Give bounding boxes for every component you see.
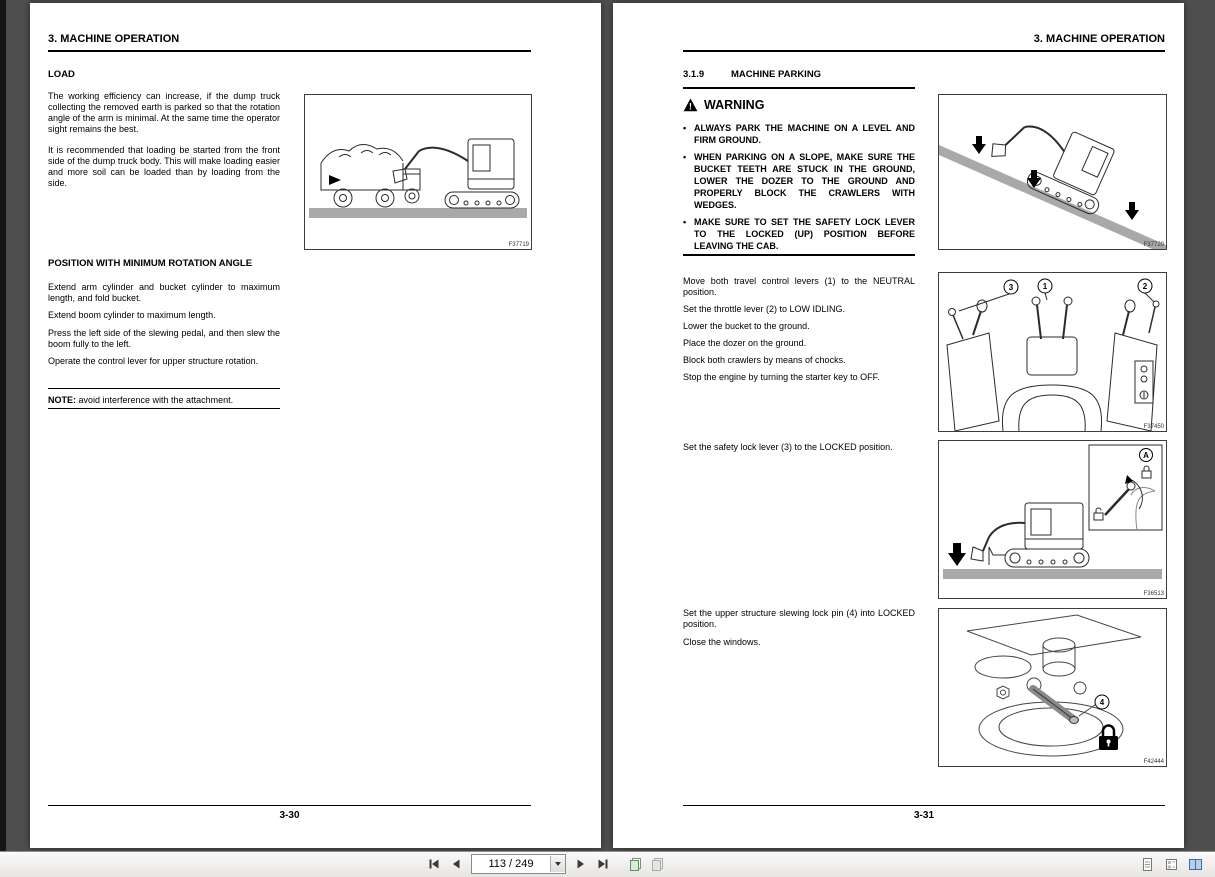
thumbnails-panel-icon xyxy=(1164,857,1179,872)
document-icon xyxy=(1140,857,1155,872)
bullet: • xyxy=(683,217,687,227)
figure-code: F37450 xyxy=(1143,424,1164,430)
paragraph-position-4: Operate the control lever for upper structure rotation. xyxy=(48,356,259,366)
warning-triangle-icon xyxy=(683,98,698,112)
callout-a: A xyxy=(1143,451,1149,460)
figure-code: F36513 xyxy=(1143,591,1164,597)
page-list-dropdown-button[interactable] xyxy=(550,856,565,872)
paragraph-position-1: Extend arm cylinder and bucket cylinder to maximum length, and fold bucket. xyxy=(48,282,280,303)
page-header: 3. MACHINE OPERATION xyxy=(1033,33,1165,45)
facing-pages-icon xyxy=(1188,857,1203,872)
warning-title: WARNING xyxy=(704,98,765,112)
figure-slewing-lock-pin xyxy=(938,608,1167,767)
section-rule xyxy=(683,87,915,89)
snapshot-page-icon xyxy=(628,857,643,872)
first-page-icon xyxy=(427,857,441,871)
note-label: NOTE: xyxy=(48,395,76,405)
next-page-button[interactable] xyxy=(571,854,591,874)
bullet: • xyxy=(683,152,687,162)
callout-3: 3 xyxy=(1008,283,1014,292)
note-rule-top xyxy=(48,388,280,389)
step-safety-lock: Set the safety lock lever (3) to the LOCKED position. xyxy=(683,442,893,452)
warning-item: • WHEN PARKING ON A SLOPE, MAKE SURE THE BUCKET TEETH ARE STUCK IN THE GROUND, LOWER THE DOZER TO THE GROUND AND PROPERLY BLOCK THE CRAWLERS WITH WEDGES. xyxy=(683,152,915,210)
cab-controls-illustration xyxy=(939,273,1166,431)
footer-rule xyxy=(683,805,1165,806)
step-parking-2: Set the throttle lever (2) to LOW IDLING. xyxy=(683,304,846,314)
view-panel-buttons xyxy=(1137,852,1205,876)
section-number: 3.1.9 xyxy=(683,69,705,80)
paragraph-position-3: Press the left side of the slewing pedal, and then slew the boom fully to the left. xyxy=(48,328,280,349)
document-properties-button[interactable] xyxy=(1137,854,1157,874)
page-navigation xyxy=(424,852,667,876)
last-page-icon xyxy=(596,857,610,871)
bullet: • xyxy=(683,123,687,133)
callout-1: 1 xyxy=(1042,282,1048,291)
excavator-slope-illustration xyxy=(939,95,1166,249)
previous-page-icon xyxy=(449,857,463,871)
slewing-lock-pin-illustration xyxy=(939,609,1166,766)
page-header: 3. MACHINE OPERATION xyxy=(48,33,180,45)
page-number: 3-30 xyxy=(279,810,300,821)
heading-position: POSITION WITH MINIMUM ROTATION ANGLE xyxy=(48,258,253,269)
snapshot-page-button[interactable] xyxy=(625,854,645,874)
manual-page-left xyxy=(30,3,601,848)
warning-item: • ALWAYS PARK THE MACHINE ON A LEVEL AND FIRM GROUND. xyxy=(683,123,915,145)
window-edge xyxy=(0,0,6,852)
step-parking-6: Stop the engine by turning the starter key to OFF. xyxy=(683,372,880,382)
warning-rule-bottom xyxy=(683,254,915,256)
heading-load: LOAD xyxy=(48,69,75,80)
figure-safety-lock-lever xyxy=(938,440,1167,599)
step-parking-5: Block both crawlers by means of chocks. xyxy=(683,355,846,365)
step-close-windows: Close the windows. xyxy=(683,637,761,647)
thumbnails-panel-button[interactable] xyxy=(1161,854,1181,874)
note xyxy=(48,395,280,406)
step-parking-3: Lower the bucket to the ground. xyxy=(683,321,810,331)
step-parking-1: Move both travel control levers (1) to the NEUTRAL position. xyxy=(683,276,915,297)
step-slew-lock: Set the upper structure slewing lock pin (4) into LOCKED position. xyxy=(683,608,915,629)
callout-4: 4 xyxy=(1099,698,1105,707)
callout-2: 2 xyxy=(1142,282,1148,291)
warning-item: • MAKE SURE TO SET THE SAFETY LOCK LEVER TO THE LOCKED (UP) POSITION BEFORE LEAVING THE CAB. xyxy=(683,217,915,251)
page-number-input[interactable] xyxy=(472,857,550,871)
first-page-button[interactable] xyxy=(424,854,444,874)
paragraph-load-1: The working efficiency can increase, if the dump truck collecting the removed earth is parked so that the rotation angle of the arm is minimal. At the same time the operator sight remains the best. xyxy=(48,91,280,134)
excavator-loading-illustration xyxy=(305,95,531,249)
next-page-icon xyxy=(574,857,588,871)
paragraph-load-2: It is recommended that loading be started from the front side of the dump truck body. This will make loading easier and more soil can be loaded than by loading from the side. xyxy=(48,145,280,188)
duplicate-page-button[interactable] xyxy=(647,854,667,874)
footer-rule xyxy=(48,805,531,806)
svg-text:!: ! xyxy=(688,101,693,112)
manual-page-right xyxy=(613,3,1184,848)
warning-list xyxy=(683,122,915,257)
safety-lock-lever-illustration xyxy=(939,441,1166,598)
paragraph-position-2: Extend boom cylinder to maximum length. xyxy=(48,310,216,320)
header-rule xyxy=(683,50,1165,52)
figure-code: F42444 xyxy=(1143,759,1164,765)
page-number: 3-31 xyxy=(913,810,934,821)
section-title: MACHINE PARKING xyxy=(731,69,822,80)
duplicate-page-icon xyxy=(650,857,665,872)
figure-parking-on-slope xyxy=(938,94,1167,250)
chevron-down-icon xyxy=(555,862,561,866)
note-rule-bottom xyxy=(48,408,280,409)
note-text: avoid interference with the attachment. xyxy=(76,395,234,405)
page-number-combo xyxy=(471,854,566,874)
figure-code: F37719 xyxy=(508,242,529,248)
warning-header xyxy=(683,98,764,112)
figure-cab-controls xyxy=(938,272,1167,432)
step-parking-4: Place the dozer on the ground. xyxy=(683,338,807,348)
figure-code: F37720 xyxy=(1143,242,1164,248)
figure-loading-dump-truck xyxy=(304,94,532,250)
header-rule xyxy=(48,50,531,52)
previous-page-button[interactable] xyxy=(446,854,466,874)
last-page-button[interactable] xyxy=(593,854,613,874)
facing-pages-view-button[interactable] xyxy=(1185,854,1205,874)
viewer-toolbar xyxy=(0,851,1215,877)
